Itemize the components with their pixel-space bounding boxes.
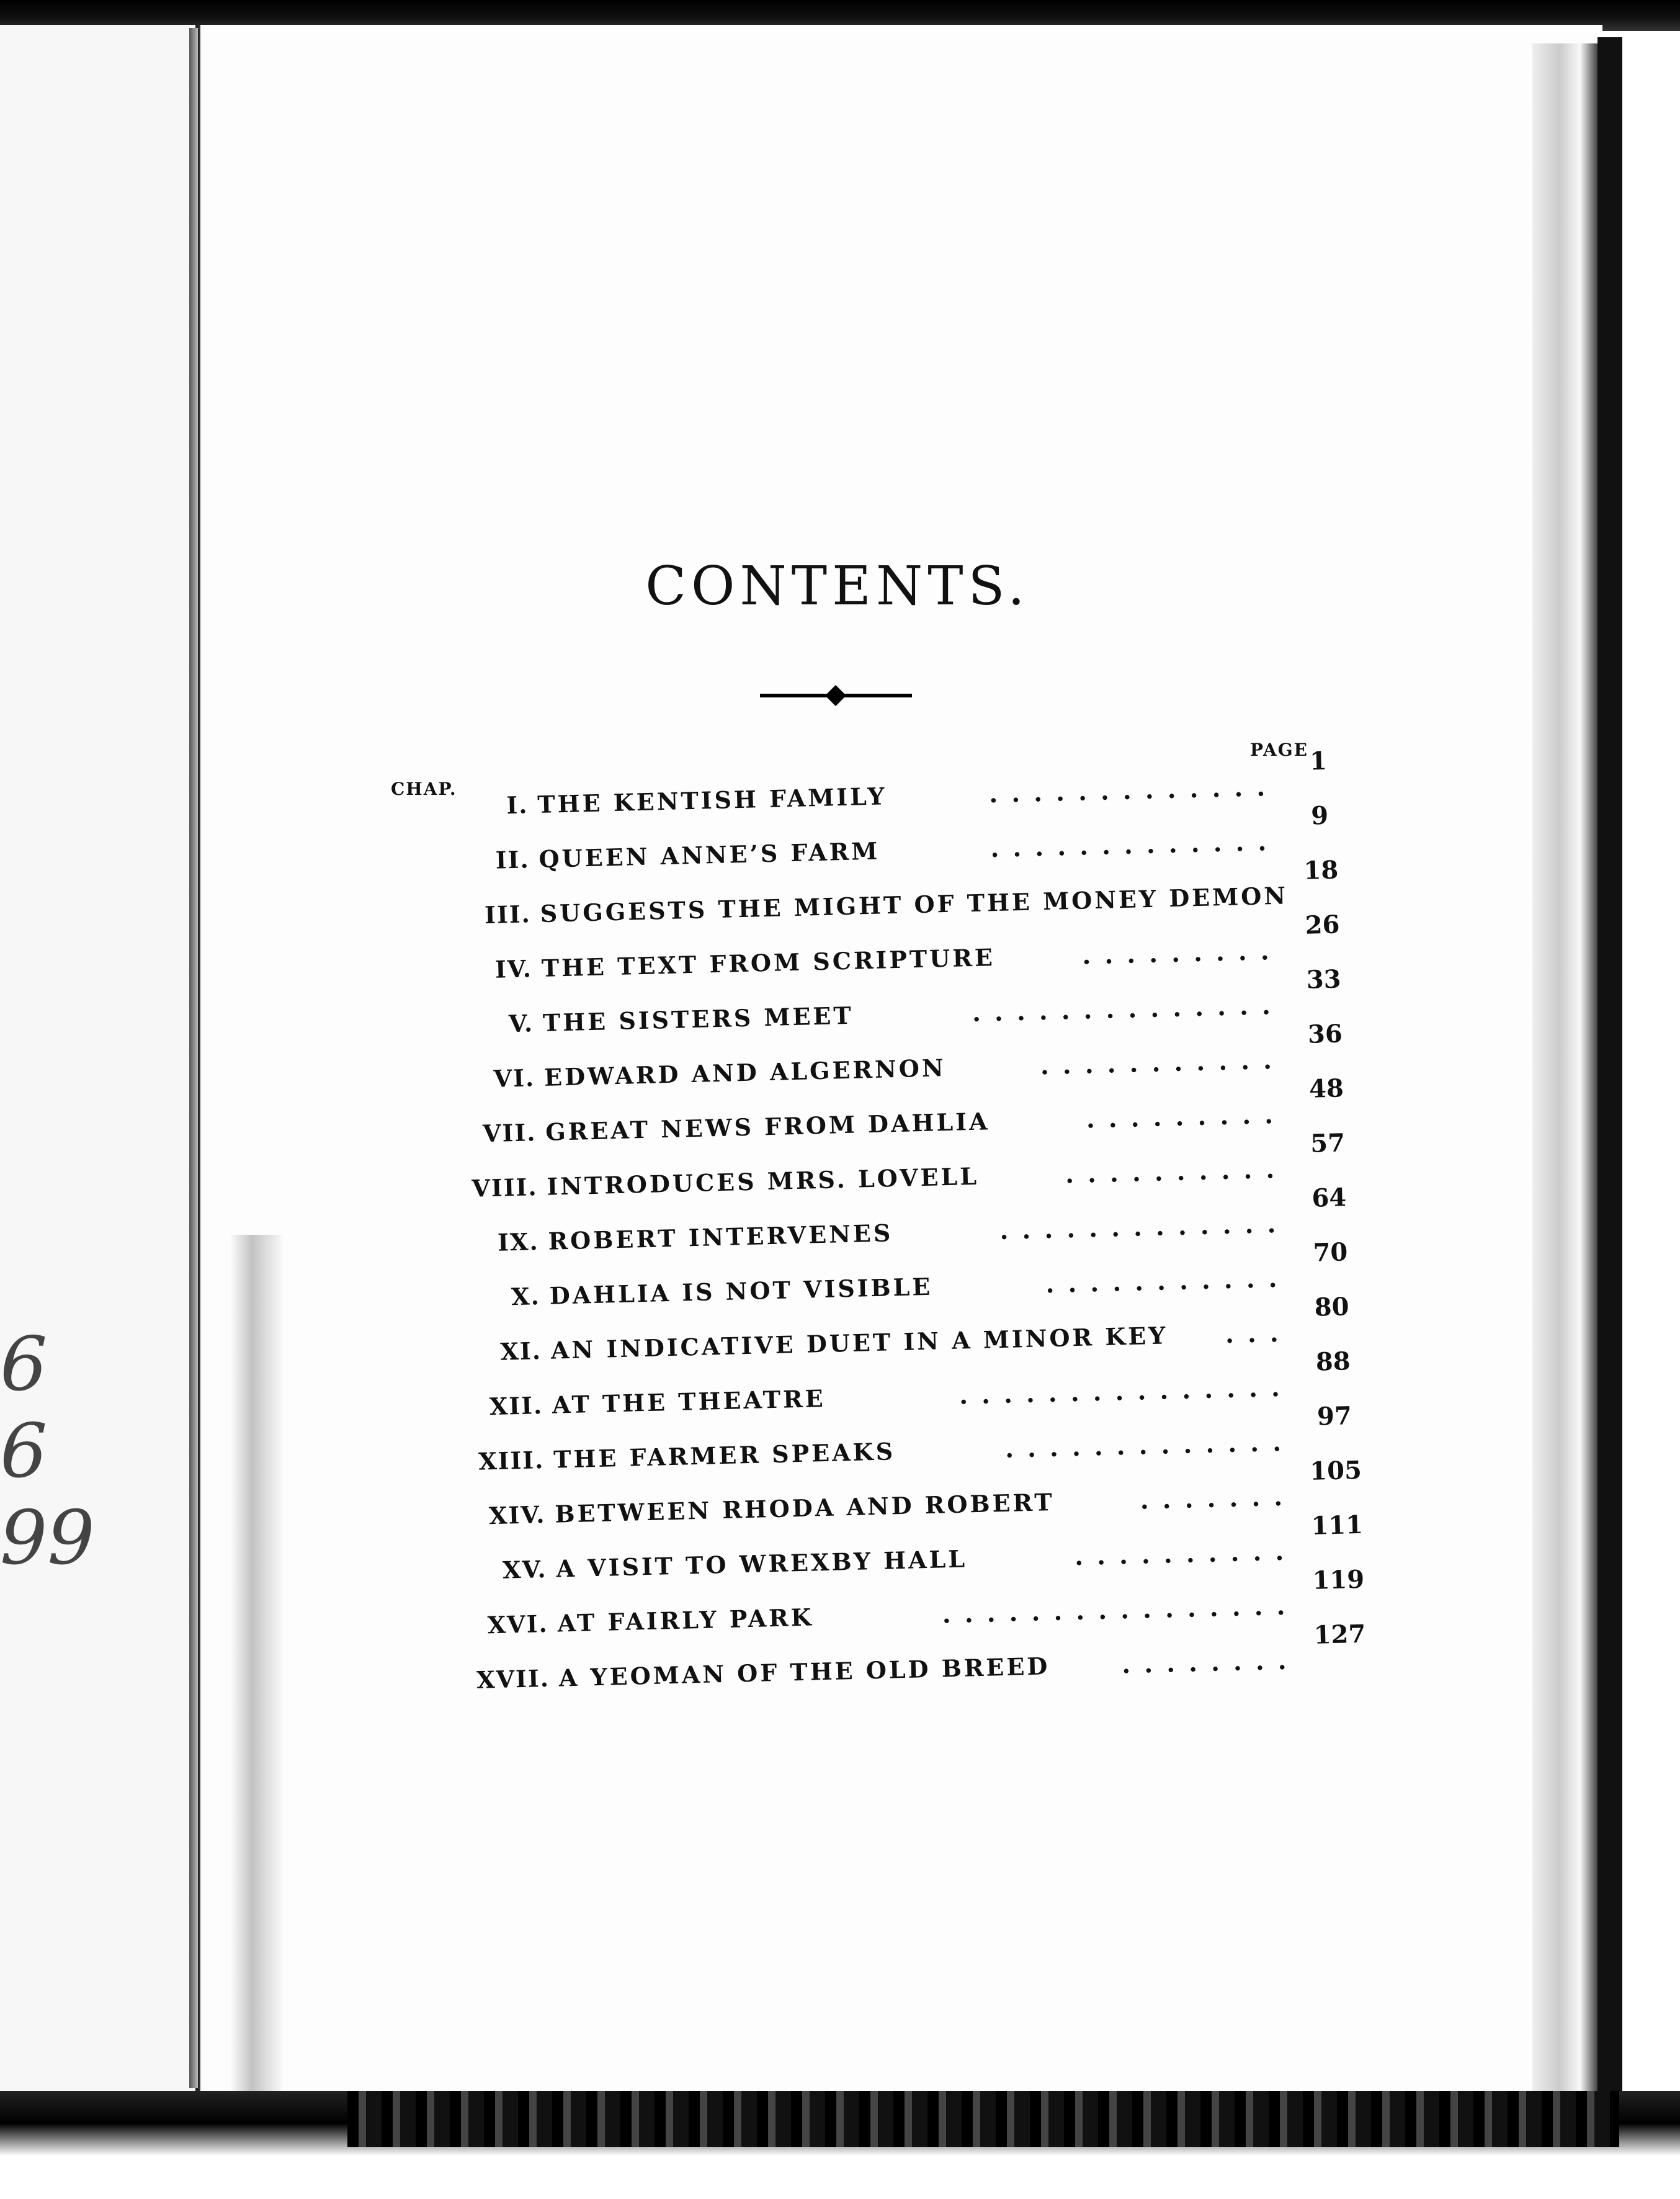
chapter-page: 26: [1305, 910, 1340, 940]
dot-leader: .........: [1086, 1100, 1287, 1134]
chapter-number: IV.: [494, 954, 533, 983]
chapter-title: THE KENTISH FAMILY: [537, 782, 888, 818]
dot-leader: ........: [1121, 1646, 1301, 1680]
chapter-number: XIII.: [478, 1446, 545, 1476]
dot-leader: ...........: [1045, 1263, 1292, 1299]
chapter-page: 9: [1310, 800, 1329, 831]
dot-leader: ...........: [1040, 1045, 1286, 1081]
dot-leader: .............: [999, 1209, 1290, 1245]
chapter-page: 127: [1313, 1619, 1366, 1650]
chapter-number: V.: [508, 1009, 534, 1038]
chapter-page: 97: [1316, 1401, 1352, 1431]
chapter-number: X.: [511, 1282, 541, 1311]
chapter-number: I.: [506, 790, 529, 820]
chapter-page: 70: [1313, 1237, 1348, 1268]
chapter-number: IX.: [497, 1227, 540, 1256]
chapter-number: XIV.: [488, 1500, 546, 1530]
chapter-number: XII.: [489, 1391, 543, 1421]
page-column-heading: PAGE: [1250, 740, 1308, 760]
chapter-title: SUGGESTS THE MIGHT OF THE MONEY DEMON: [540, 881, 1289, 928]
marginalia-note: 6: [0, 1322, 48, 1408]
chapter-number: XVII.: [476, 1664, 550, 1694]
marginalia-note: 99: [0, 1495, 95, 1582]
dot-leader: ..........: [1074, 1536, 1298, 1572]
dot-leader: ..........: [1065, 1154, 1289, 1189]
dot-leader: .........: [1081, 936, 1284, 970]
dot-leader: .............: [1004, 1427, 1295, 1464]
chapter-number: VII.: [482, 1118, 537, 1148]
chapter-title: EDWARD AND ALGERNON: [543, 1054, 947, 1091]
chapter-number: II.: [495, 845, 530, 874]
dot-leader: ...: [1225, 1318, 1293, 1350]
table-of-contents: [385, 746, 1375, 1713]
chapter-title: AT FAIRLY PARK: [557, 1603, 815, 1637]
dot-leader: ...............: [958, 1373, 1294, 1410]
page-crease: [230, 1235, 285, 2103]
facing-page: [0, 25, 199, 2091]
chapter-title: THE FARMER SPEAKS: [553, 1437, 896, 1474]
chapter-page: 105: [1309, 1455, 1362, 1486]
chapter-page: 111: [1310, 1510, 1364, 1541]
ornament-divider: [760, 686, 912, 704]
chapter-title: DAHLIA IS NOT VISIBLE: [549, 1272, 933, 1310]
chapter-title: QUEEN ANNE’S FARM: [538, 836, 880, 873]
chapter-title: AN INDICATIVE DUET IN A MINOR KEY: [550, 1321, 1168, 1364]
chapter-page: 88: [1315, 1346, 1351, 1377]
page-title: CONTENTS.: [645, 555, 1030, 617]
dot-leader: ..............: [972, 990, 1285, 1028]
chapter-page: 1: [1309, 746, 1328, 776]
chapter-title: A VISIT TO WREXBY HALL: [556, 1544, 968, 1583]
chapter-title: A YEOMAN OF THE OLD BREED: [558, 1652, 1050, 1692]
chapter-page: 36: [1307, 1019, 1343, 1049]
handwritten-marginalia: [0, 1322, 95, 1595]
chapter-page: 64: [1311, 1183, 1347, 1213]
chapter-number: XI.: [499, 1337, 542, 1366]
chapter-page: 119: [1312, 1564, 1365, 1595]
chapter-column-heading: CHAP.: [391, 779, 457, 799]
dot-leader: ................: [942, 1591, 1299, 1629]
scan-right-border: [1597, 37, 1622, 2097]
chapter-title: GREAT NEWS FROM DAHLIA: [545, 1107, 990, 1146]
chapter-page: 57: [1310, 1128, 1346, 1158]
page-edges: [1532, 43, 1601, 2091]
chapter-title: INTRODUCES MRS. LOVELL: [546, 1162, 980, 1201]
marginalia-note: 6: [0, 1409, 48, 1495]
chapter-title: THE TEXT FROM SCRIPTURE: [541, 943, 996, 982]
chapter-page: 48: [1308, 1073, 1344, 1104]
chapter-number: VIII.: [471, 1173, 538, 1203]
chapter-title: ROBERT INTERVENES: [548, 1219, 893, 1255]
chapter-number: III.: [484, 900, 532, 929]
chapter-number: XVI.: [487, 1609, 549, 1639]
chapter-page: 18: [1303, 855, 1339, 885]
chapter-page: 80: [1314, 1292, 1350, 1322]
chapter-number: XV.: [502, 1555, 548, 1584]
chapter-page: 33: [1306, 964, 1342, 995]
chapter-title: AT THE THEATRE: [552, 1384, 826, 1419]
chapter-title: THE SISTERS MEET: [542, 1001, 854, 1037]
book-bottom-edge: [347, 2091, 1619, 2147]
binding-shadow: [189, 28, 198, 2088]
dot-leader: .............: [990, 826, 1280, 864]
chapter-number: VI.: [493, 1064, 535, 1093]
diamond-icon: [825, 685, 846, 706]
dot-leader: .............: [988, 772, 1279, 809]
chapter-title: BETWEEN RHODA AND ROBERT: [554, 1487, 1055, 1528]
dot-leader: .......: [1140, 1482, 1297, 1515]
